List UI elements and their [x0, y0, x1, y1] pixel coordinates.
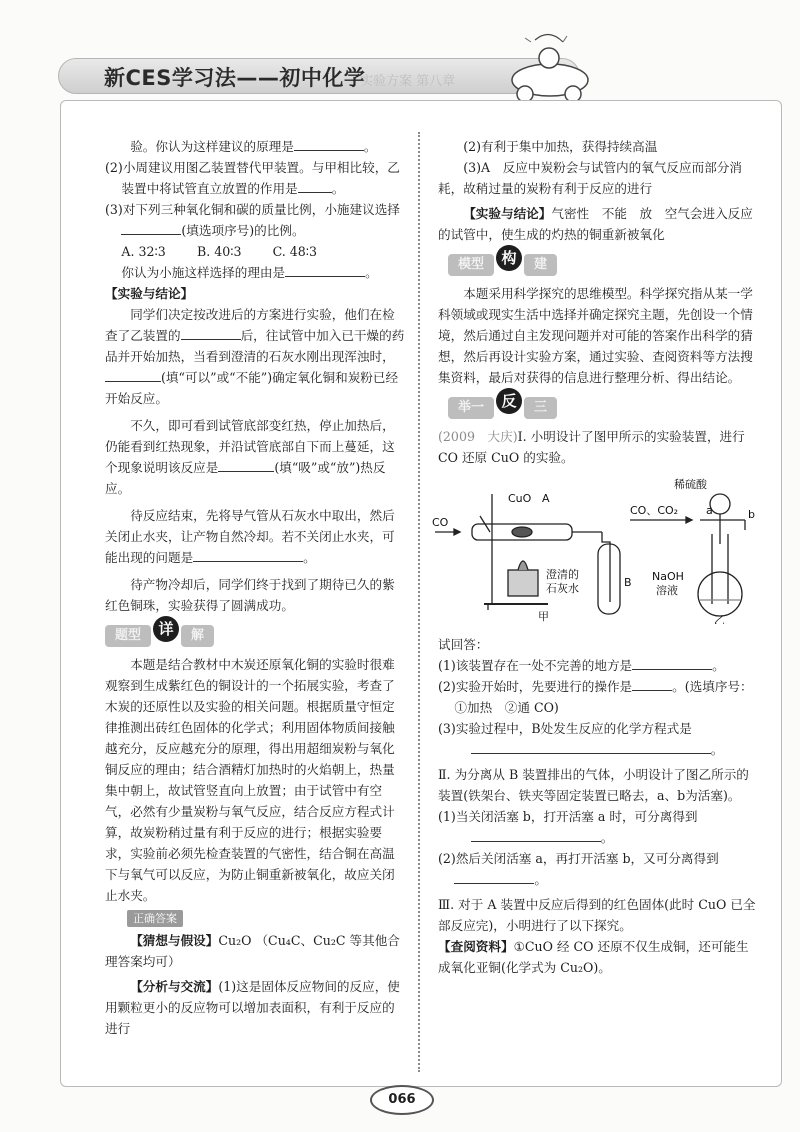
option-b: B. 40∶3	[196, 244, 242, 259]
answer-heading: 【查阅资料】	[438, 939, 514, 954]
question-text: (1)该装置存在一处不完善的地方是	[438, 658, 633, 673]
answer-blank	[454, 869, 534, 884]
tag-badge: 反	[496, 388, 522, 414]
header-title: 新CES学习法——初中化学	[104, 66, 366, 90]
answer-blank	[471, 827, 601, 842]
page-number: 066	[370, 1085, 434, 1115]
answer-blank	[298, 178, 332, 193]
section-tag-practice	[448, 394, 557, 418]
paragraph: 待反应结束，先将导气管从石灰水中取出，然后关闭止水夹，让产物自然冷却。若不关闭止水夹，可能出现的问题是	[105, 508, 395, 565]
label-a: A	[542, 492, 550, 505]
answer-text: (1)这是固体反应物间的反应，使用颗粒更小的反应物可以增加表面积，有利于反应的进行	[105, 979, 400, 1036]
tag-text: 解	[191, 627, 205, 643]
text-line: (填选项序号)的比例。	[181, 223, 305, 238]
answer-blank	[181, 325, 241, 340]
question-text: ①CuO 经 CO 还原不仅生成铜，还可能生成氧化亚铜(化学式为 Cu₂O)。	[438, 939, 749, 975]
answer-blank	[193, 547, 303, 562]
answer-blank	[218, 457, 274, 472]
answer-blank	[105, 367, 161, 382]
text-line: (3)对下列三种氧化铜和碳的质量比例，小施建议选择	[105, 202, 400, 217]
paragraph: (填“可以”或“不能”)确定氧化铜和炭粉已经开始反应。	[105, 370, 399, 406]
answer-blank	[632, 676, 672, 691]
option-a: A. 32∶3	[121, 244, 166, 259]
answer-blank	[294, 136, 364, 151]
paragraph: (填“吸”或“放”)热反应。	[105, 460, 386, 496]
paragraph: 后，往试管中加入已干燥的药品并开始加热，当看到澄清的石灰水刚出现浑浊时，	[105, 328, 405, 364]
answer-text: 气密性 不能 放 空气会进入反应的试管中，使生成的灼热的铜重新被氧化	[438, 206, 753, 242]
question-source: (2009 大庆)	[438, 429, 518, 444]
option-c: C. 48∶3	[272, 244, 318, 259]
tag-text: 三	[534, 399, 548, 415]
tag-badge: 构	[496, 245, 522, 271]
answer-text: (2)有利于集中加热，获得持续高温	[463, 139, 658, 154]
left-column: 验。你认为这样建议的原理是 。 (2)小周建议用图乙装置替代甲装置。与甲相比较，乙装置中将试管直立放置的作用是 。 (3)对下列三种氧化铜和碳的质量比例，小施建议选择(填选项序号)的比例。 A. 32∶3 B. 40∶3 C. 48∶3 你认为小施这样选择的理由是 。 【实验与结论】 同学们决定按改进后的方案进行实验，他们在检查了乙装置的 后，往试管中加入已干燥的药品并开始加热，当看到澄清的石灰水刚出现浑浊时，(填“可以”或“不能”)确定氧化铜和炭粉已经开始反应。 不久，即可看到试管底部变红热，停止加热后，仍能看到红热现象，并沿试管底部自下而上蔓延，这个现象说明该反应是 (填“吸”或“放”)热反应。 待反应结束，先将导气管从石灰水中取出，然后关闭止水夹，让产物自然冷却。若不关闭止水夹，可能出现的问题是 。 待产物冷却后，同学们终于找到了期待已久的紫红色铜珠，实验获得了圆满成功。 题型 详 解 本题是结合教材中木炭还原氧化铜的实验时很难观察到生成紫红色的铜设计的一个拓展实验，考查了木炭的还原性以及实验的相关问题。根据质量守恒定律推测出砖红色固体的化学式；利用固体物质间接触越充分，反应越充分的原理，得出用超细炭粉与氧化铜反应的理由；结合酒精灯加热时的火焰朝上，热量集中朝上，故试管竖直向上放置；由于试管中有空气，必然有少量炭粉与氧气反应，结合反应方程式计算，故炭粉稍过量有利于反应的进行；根据实验要求，实验前必须先检查装置的气密性，结合铜在高温下与氧气可以反应，为防止铜重新被氧化，故应关闭止水夹。 正确答案 【猜想与假设】Cu₂O （Cu₄C、Cu₂C 等其他合理答案均可） 【分析与交流】(1)这是固体反应物间的反应，使用颗粒更小的反应物可以增加表面积，有利于反应的进行	[105, 136, 405, 1039]
question-text: (3)实验过程中，B处发生反应的化学方程式是	[438, 721, 692, 736]
paragraph: 同学们决定按改进后的方案进行实验，他们在检查了乙装置的	[105, 307, 395, 343]
label-lime-1: 澄清的	[546, 568, 579, 581]
dropping-funnel	[710, 494, 730, 514]
text-line: 验。你认为这样建议的原理是	[130, 139, 294, 154]
column-divider	[418, 132, 420, 1072]
test-tube-b	[598, 544, 620, 614]
label-valve-a: a	[706, 504, 713, 517]
tag-text: 举一	[458, 399, 485, 415]
flask	[698, 572, 742, 616]
paragraph: 待产物冷却后，同学们终于找到了期待已久的紫红色铜珠，实验获得了圆满成功。	[105, 577, 395, 613]
question-text: Ⅰ. 小明设计了图甲所示的实验装置，进行 CO 还原 CuO 的实验。	[438, 429, 745, 465]
answer-text: Cu₂O （Cu₄C、Cu₂C 等其他合理答案均可）	[105, 933, 400, 969]
apparatus-figure	[430, 474, 760, 624]
burner	[508, 570, 538, 596]
text-line: (2)小周建议用图乙装置替代甲装置。与甲相比较，乙装置中将试管直立放置的作用是	[105, 160, 400, 196]
tag-text: 模型	[458, 256, 485, 272]
question-text: 。(选填序号：①加热 ②通 CO)	[454, 679, 753, 715]
answer-text: (3)A 反应中炭粉会与试管内的氧气反应而部分消耗，故稍过量的炭粉有利于反应的进行	[438, 160, 742, 196]
label-naoh: NaOH	[652, 570, 684, 583]
label-solution: 溶液	[656, 584, 678, 597]
tag-text: 题型	[115, 627, 142, 643]
label-co: CO	[432, 516, 449, 529]
label-acid: 稀硫酸	[674, 478, 707, 491]
answer-blank	[471, 739, 711, 754]
section-tag-model	[448, 251, 557, 275]
section-tag-detail	[105, 622, 214, 646]
question-text: (2)实验开始时，先要进行的操作是	[438, 679, 633, 694]
question-text: (2)然后关闭活塞 a，再打开活塞 b，又可分离得到	[438, 851, 719, 866]
answer-heading: 【实验与结论】	[463, 206, 552, 221]
answer-label: 正确答案	[127, 910, 183, 927]
question-text: Ⅱ. 为分离从 B 装置排出的气体，小明设计了图乙所示的装置(铁架台、铁夹等固定装置已略去，a、b为活塞)。	[438, 767, 749, 803]
explanation-paragraph: 本题是结合教材中木炭还原氧化铜的实验时很难观察到生成紫红色的铜设计的一个拓展实验，考查了木炭的还原性以及实验的相关问题。根据质量守恒定律推测出砖红色固体的化学式；利用固体物质间接触越充分，反应越充分的原理，得出用超细炭粉与氧化铜反应的理由；结合酒精灯加热时的火焰朝上，热量集中朝上，故试管竖直向上放置；由于试管中有空气，必然有少量炭粉与氧气反应，结合反应方程式计算，故炭粉稍过量有利于反应的进行；根据实验要求，实验前必须先检查装置的气密性，结合铜在高温下与氧气可以反应，为防止铜重新被氧化，故应关闭止水夹。	[105, 657, 395, 903]
tag-badge: 详	[153, 616, 179, 642]
model-paragraph: 本题采用科学探究的思维模型。科学探究指从某一学科领域或现实生活中选择并确定探究主题，先创设一个情境，然后通过自主发现问题并对可能的答案作出科学的猜想，然后再设计实验方案，通过实验、查阅资料等方法搜集资料，最后对获得的信息进行整理分析、得出结论。	[438, 286, 753, 385]
question-text: (1)当关闭活塞 b，打开活塞 a 时，可分离得到	[438, 809, 698, 824]
answer-blank	[285, 262, 365, 277]
text-line: 你认为小施这样选择的理由是	[121, 265, 286, 280]
header-faded-text: 实验方案 第八章	[360, 74, 456, 89]
cartoon-car-icon	[505, 28, 595, 108]
label-lime-2: 石灰水	[546, 582, 579, 595]
tag-text: 建	[534, 256, 548, 272]
paragraph: 不久，即可看到试管底部变红热，停止加热后，仍能看到红热现象，并沿试管底部自下而上蔓延，这个现象说明该反应是	[105, 418, 395, 475]
answer-blank	[121, 220, 181, 235]
section-heading: 【实验与结论】	[105, 286, 194, 301]
answer-blank	[632, 655, 712, 670]
question-text: 试回答：	[438, 637, 489, 652]
label-valve-b: b	[748, 508, 755, 521]
label-jia: 甲	[538, 610, 549, 623]
right-column: (2)有利于集中加热，获得持续高温 (3)A 反应中炭粉会与试管内的氧气反应而部分消耗，故稍过量的炭粉有利于反应的进行 【实验与结论】气密性 不能 放 空气会进入反应的试管中，使生成的灼热的铜重新被氧化 模型 构 建 本题采用科学探究的思维模型。科学探究指从某一学科领域或现实生活中选择并确定探究主题，先创设一个情境，然后通过自主发现问题并对可能的答案作出科学的猜想，然后再设计实验方案，通过实验、查阅资料等方法搜集资料，最后对获得的信息进行整理分析、得出结论。 举一 反 三 (2009 大庆)Ⅰ. 小明设计了图甲所示的实验装置，进行 CO 还原 CuO 的实验。 CO CuO A 澄清的 石灰水 B 甲 CO、CO₂ 稀硫酸 a b NaOH 溶液 乙 试回答： (1)该装置存在一处不完善的地方是 。 (2)实验开始时，先要进行的操作是 。(选填序号：①加热 ②通 CO) (3)实验过程中，B处发生反应的化学方程式是 。 Ⅱ. 为分离从 B 装置排出的气体，小明设计了图乙所示的装置(铁架台、铁夹等固定装置已略去，a、b为活塞)。 (1)当关闭活塞 b，打开活塞 a 时，可分离得到 。 (2)然后关闭活塞 a，再打开活塞 b，又可分离得到。 Ⅲ. 对于 A 装置中反应后得到的红色固体(此时 CuO 已全部反应完)，小明进行了以下探究。 【查阅资料】①CuO 经 CO 还原不仅生成铜，还可能生成氧化亚铜(化学式为 Cu₂O)。	[438, 136, 758, 978]
label-co-co2: CO、CO₂	[630, 504, 679, 517]
label-yi: 乙	[714, 614, 725, 624]
label-b: B	[624, 576, 632, 589]
answer-heading: 【猜想与假设】	[130, 933, 219, 948]
question-text: Ⅲ. 对于 A 装置中反应后得到的红色固体(此时 CuO 已全部反应完)，小明进行了以下探究。	[438, 897, 756, 933]
answer-heading: 【分析与交流】	[130, 979, 219, 994]
label-cuo: CuO	[508, 492, 532, 505]
